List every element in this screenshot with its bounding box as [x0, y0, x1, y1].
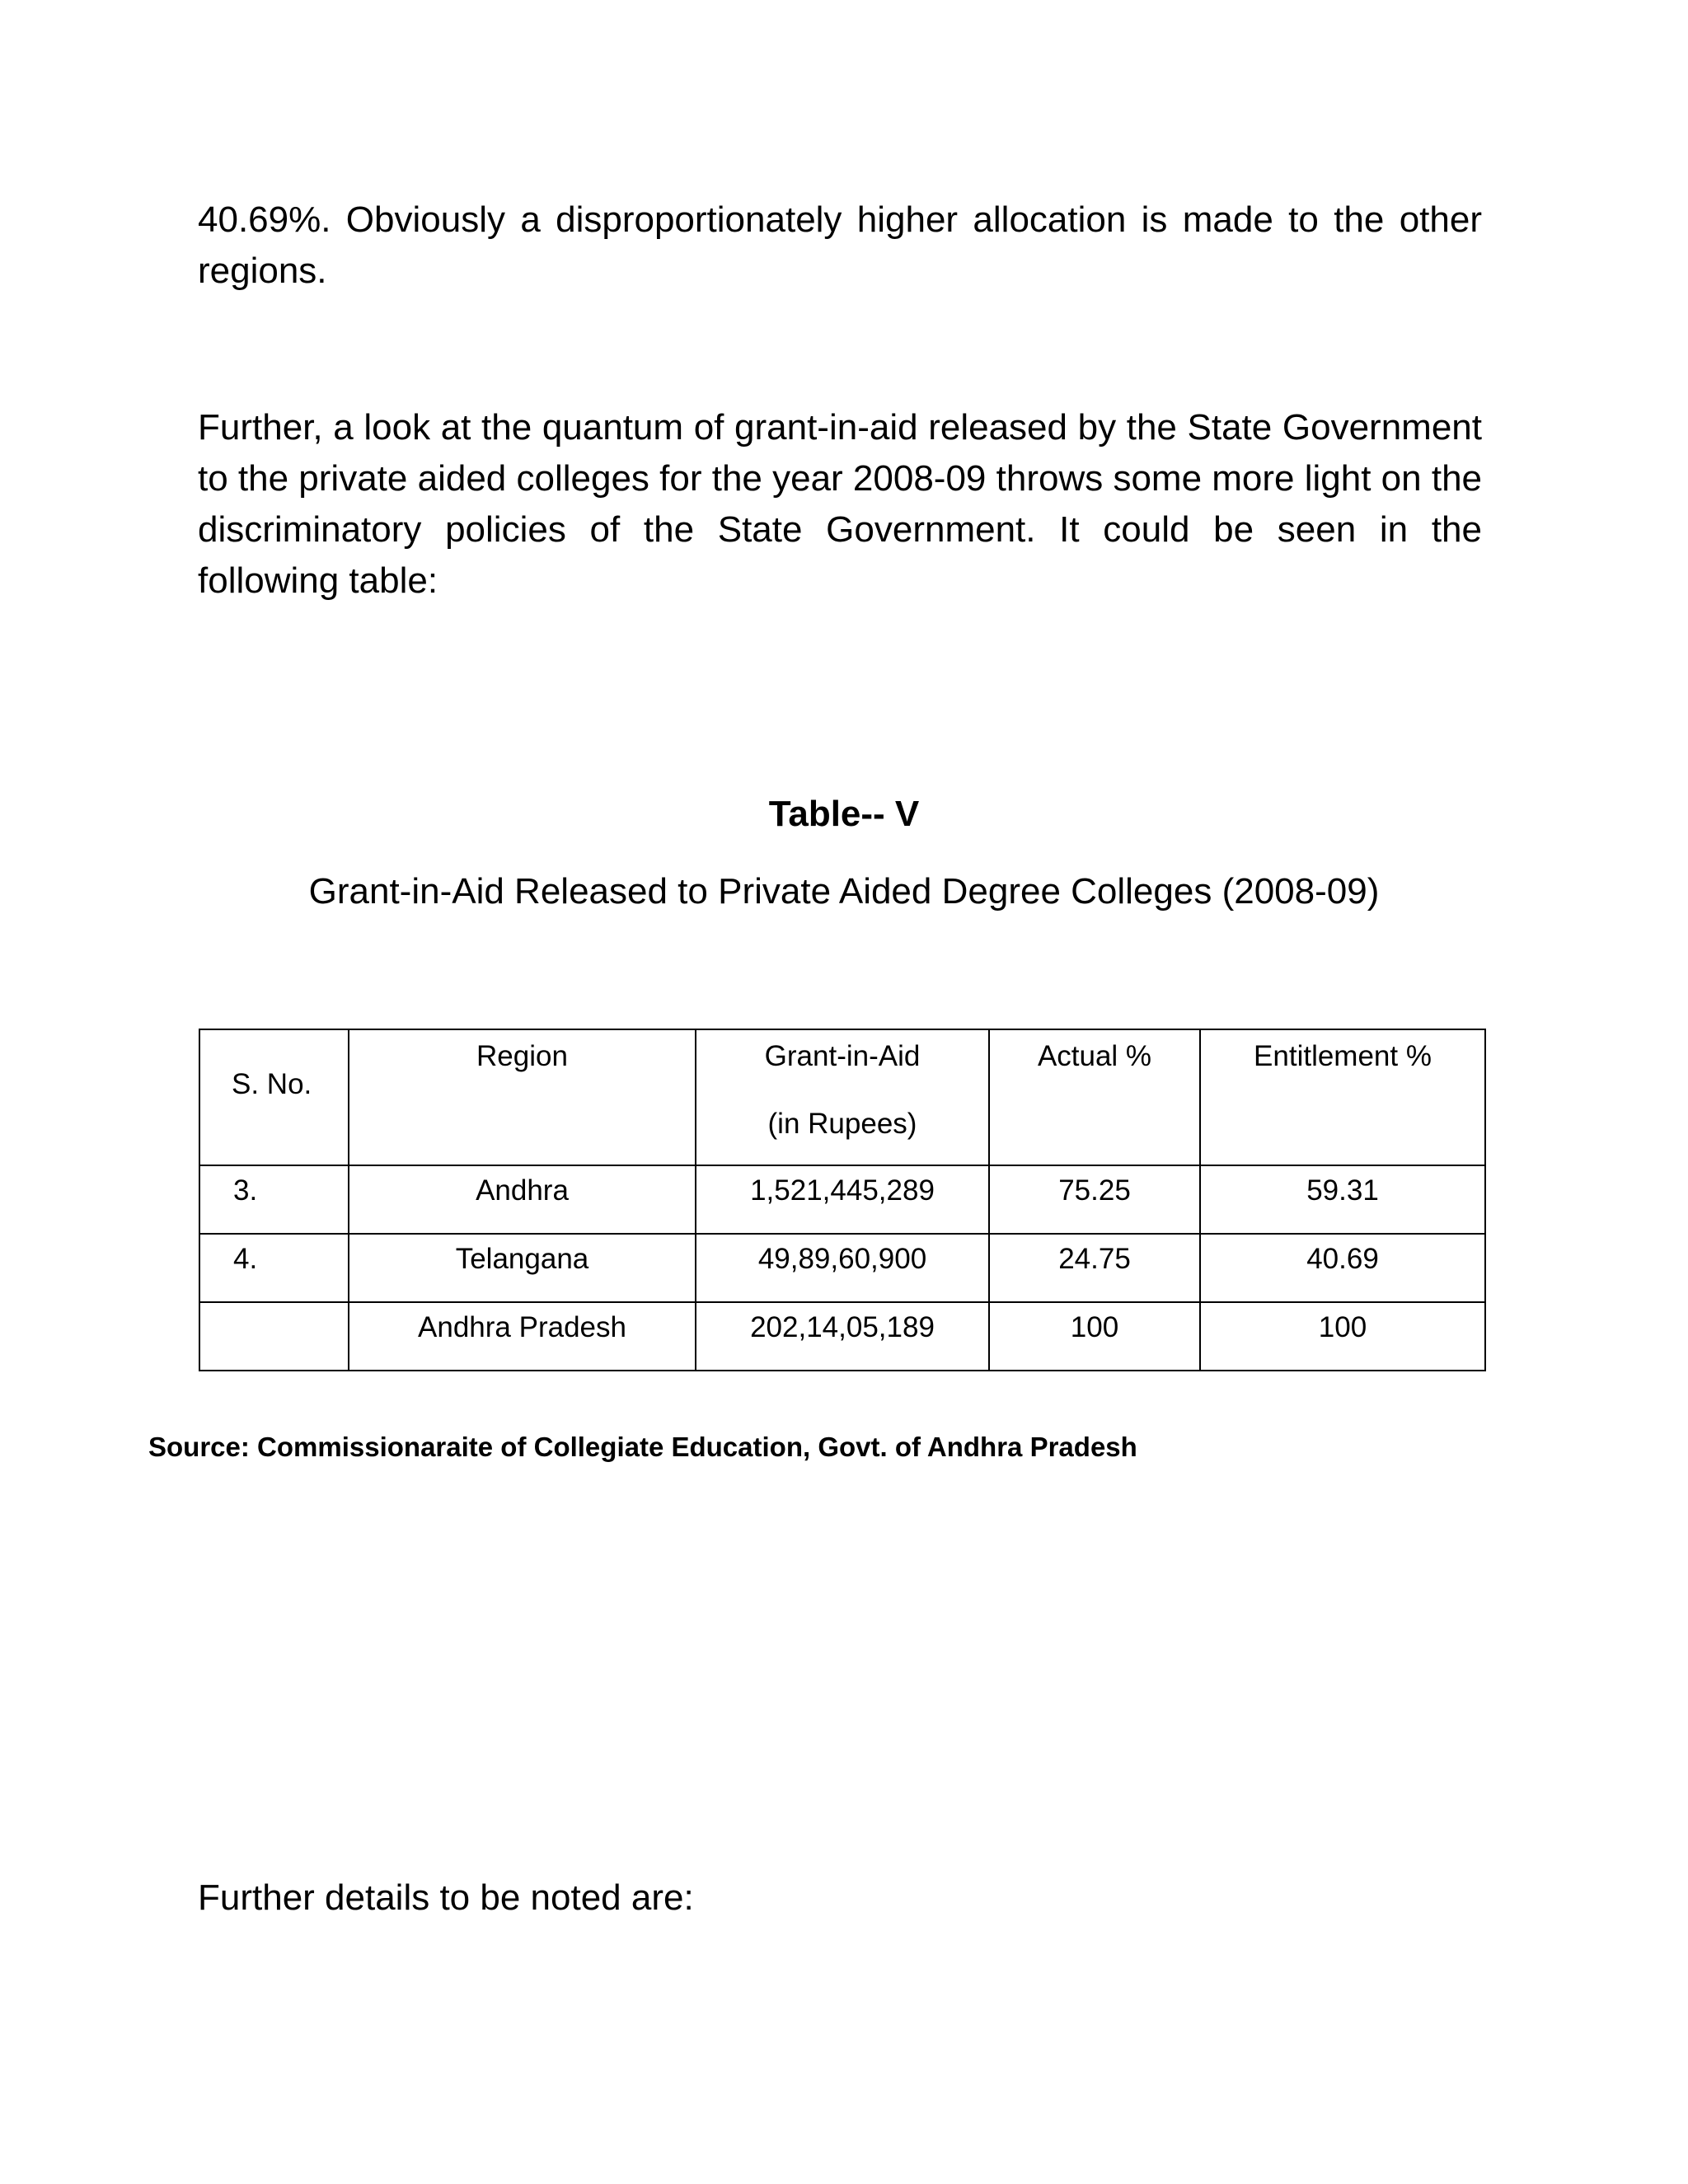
- cell-entitlement: 100: [1200, 1302, 1485, 1371]
- paragraph-grant-context: Further, a look at the quantum of grant-in-aid released by the State Government to the private aided colleges for the year 2008-09 throws some more light on the discriminatory policies of the State Government. It could be seen in the following table:: [198, 407, 1483, 601]
- cell-actual: 24.75: [989, 1234, 1200, 1302]
- table-row-total: [199, 1302, 1485, 1371]
- cell-region: Andhra Pradesh: [349, 1302, 696, 1371]
- cell-grant: 1,521,445,289: [696, 1165, 989, 1234]
- cell-entitlement: 59.31: [1200, 1165, 1485, 1234]
- cell-entitlement: 40.69: [1200, 1234, 1485, 1302]
- paragraph-intro: 40.69%. Obviously a disproportionately higher allocation is made to the other regions.: [198, 199, 1482, 291]
- cell-sno: 3.: [199, 1165, 349, 1234]
- header-actual-label: Actual %: [1037, 1040, 1152, 1072]
- cell-region: Telangana: [349, 1234, 696, 1302]
- header-grant: [696, 1029, 989, 1165]
- header-grant-label: Grant-in-Aid: [764, 1040, 921, 1072]
- header-entitlement: [1200, 1029, 1485, 1165]
- grant-in-aid-table: [199, 1029, 1486, 1371]
- table-header-row: [199, 1029, 1485, 1165]
- cell-actual: 75.25: [989, 1165, 1200, 1234]
- cell-grant: 49,89,60,900: [696, 1234, 989, 1302]
- header-sno-label: S. No.: [232, 1068, 312, 1100]
- header-region-label: Region: [476, 1040, 568, 1072]
- closing-line: Further details to be noted are:: [198, 1877, 694, 1918]
- source-note: Source: Commissionaraite of Collegiate Education, Govt. of Andhra Pradesh: [148, 1432, 1137, 1462]
- table-row: [199, 1165, 1485, 1234]
- cell-sno: 4.: [199, 1234, 349, 1302]
- cell-grant: 202,14,05,189: [696, 1302, 989, 1371]
- table-row: [199, 1234, 1485, 1302]
- cell-region: Andhra: [349, 1165, 696, 1234]
- table-subtitle: Grant-in-Aid Released to Private Aided Degree Colleges (2008-09): [308, 871, 1380, 912]
- cell-sno: [199, 1302, 349, 1371]
- header-region: [349, 1029, 696, 1165]
- table-title: Table-- V: [768, 794, 920, 834]
- header-entitlement-label: Entitlement %: [1254, 1040, 1432, 1072]
- header-grant-unit: (in Rupees): [767, 1108, 917, 1140]
- cell-actual: 100: [989, 1302, 1200, 1371]
- header-actual: [989, 1029, 1200, 1165]
- header-sno: [199, 1029, 349, 1165]
